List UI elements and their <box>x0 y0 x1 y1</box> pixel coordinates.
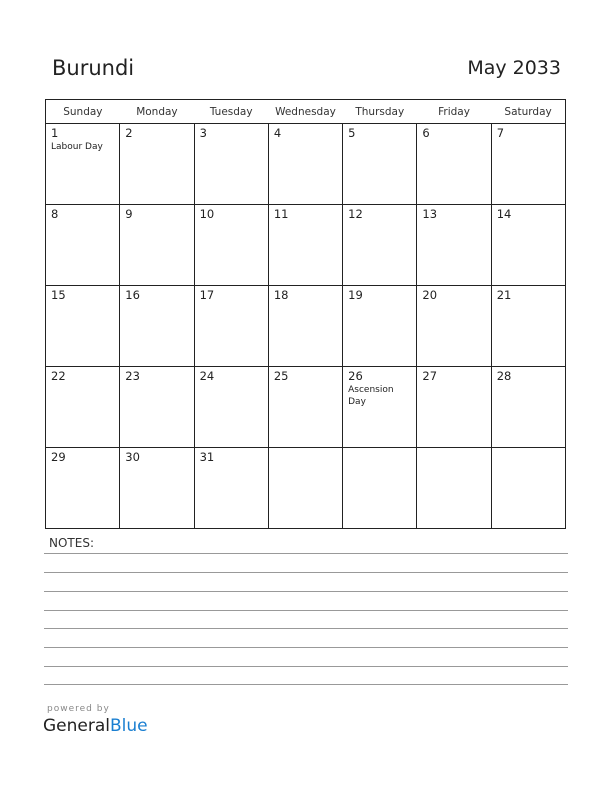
day-cell <box>46 286 120 367</box>
weekday-header: Saturday <box>491 100 565 124</box>
day-cell <box>268 124 342 205</box>
day-cell <box>46 124 120 205</box>
day-number: 14 <box>496 207 512 221</box>
day-number: 17 <box>199 288 215 302</box>
month-title: May 2033 <box>467 57 561 79</box>
day-cell <box>417 205 491 286</box>
weekday-header: Sunday <box>46 100 120 124</box>
brand-general: General <box>43 716 110 736</box>
day-number: 21 <box>496 288 512 302</box>
day-cell <box>46 448 120 529</box>
note-line <box>44 591 568 592</box>
weekday-header: Thursday <box>343 100 417 124</box>
day-cell <box>194 286 268 367</box>
day-number: 16 <box>125 288 140 302</box>
day-number: 27 <box>422 369 438 383</box>
week-row <box>46 205 566 286</box>
day-cell <box>194 367 268 448</box>
week-row <box>46 367 566 448</box>
day-cell <box>491 286 565 367</box>
day-number: 24 <box>199 369 215 383</box>
day-cell <box>343 448 417 529</box>
weekday-header: Friday <box>417 100 491 124</box>
day-cell <box>120 448 194 529</box>
note-line <box>44 628 568 629</box>
day-number: 31 <box>199 450 215 464</box>
day-cell <box>417 367 491 448</box>
powered-by: powered by <box>47 704 110 714</box>
day-cell <box>46 205 120 286</box>
day-cell <box>120 286 194 367</box>
day-cell <box>194 124 268 205</box>
day-number: 5 <box>348 126 356 140</box>
day-number: 20 <box>422 288 438 302</box>
day-cell <box>343 124 417 205</box>
day-number: 25 <box>273 369 289 383</box>
week-row <box>46 124 566 205</box>
day-number: 23 <box>125 369 140 383</box>
day-cell <box>417 124 491 205</box>
week-row <box>46 286 566 367</box>
day-number: 10 <box>199 207 215 221</box>
note-line <box>44 553 568 554</box>
day-number: 6 <box>422 126 430 140</box>
day-cell <box>120 367 194 448</box>
day-number: 4 <box>273 126 282 140</box>
day-cell <box>268 367 342 448</box>
day-cell <box>343 205 417 286</box>
day-number: 1 <box>51 126 59 140</box>
note-line <box>44 647 568 648</box>
day-number: 12 <box>348 207 363 221</box>
day-cell <box>268 286 342 367</box>
day-number: 22 <box>51 369 66 383</box>
day-cell <box>194 205 268 286</box>
day-number: 30 <box>125 450 140 464</box>
brand-blue: Blue <box>110 716 148 736</box>
note-line <box>44 610 568 611</box>
note-line <box>44 684 568 685</box>
country-title: Burundi <box>52 56 135 80</box>
day-number: 11 <box>273 207 289 221</box>
calendar-grid <box>45 99 566 529</box>
day-cell <box>343 367 417 448</box>
day-cell <box>491 124 565 205</box>
day-cell <box>268 448 342 529</box>
day-number: 8 <box>51 207 59 221</box>
day-cell <box>491 448 565 529</box>
day-number: 9 <box>125 207 133 221</box>
day-cell <box>343 286 417 367</box>
day-number: 29 <box>51 450 66 464</box>
day-cell <box>491 367 565 448</box>
day-cell <box>491 205 565 286</box>
week-row <box>46 448 566 529</box>
day-number: 26 <box>348 369 363 383</box>
weekday-header: Monday <box>120 100 194 124</box>
day-number: 15 <box>51 288 66 302</box>
day-cell <box>417 286 491 367</box>
day-number: 19 <box>348 288 363 302</box>
day-cell <box>417 448 491 529</box>
note-line <box>44 666 568 667</box>
day-cell <box>268 205 342 286</box>
day-cell <box>46 367 120 448</box>
day-cell <box>194 448 268 529</box>
weekday-header: Tuesday <box>194 100 268 124</box>
day-number: 3 <box>199 126 207 140</box>
brand-logo <box>43 716 148 736</box>
day-cell <box>120 205 194 286</box>
weekday-header: Wednesday <box>268 100 342 124</box>
day-cell <box>120 124 194 205</box>
notes-label: NOTES: <box>49 536 94 550</box>
day-number: 28 <box>496 369 512 383</box>
day-number: 7 <box>496 126 505 140</box>
note-line <box>44 572 568 573</box>
day-number: 13 <box>422 207 438 221</box>
holiday-label: Labour Day <box>51 142 103 152</box>
day-number: 18 <box>273 288 289 302</box>
holiday-label: Ascension Day <box>348 385 394 407</box>
day-number: 2 <box>125 126 133 140</box>
